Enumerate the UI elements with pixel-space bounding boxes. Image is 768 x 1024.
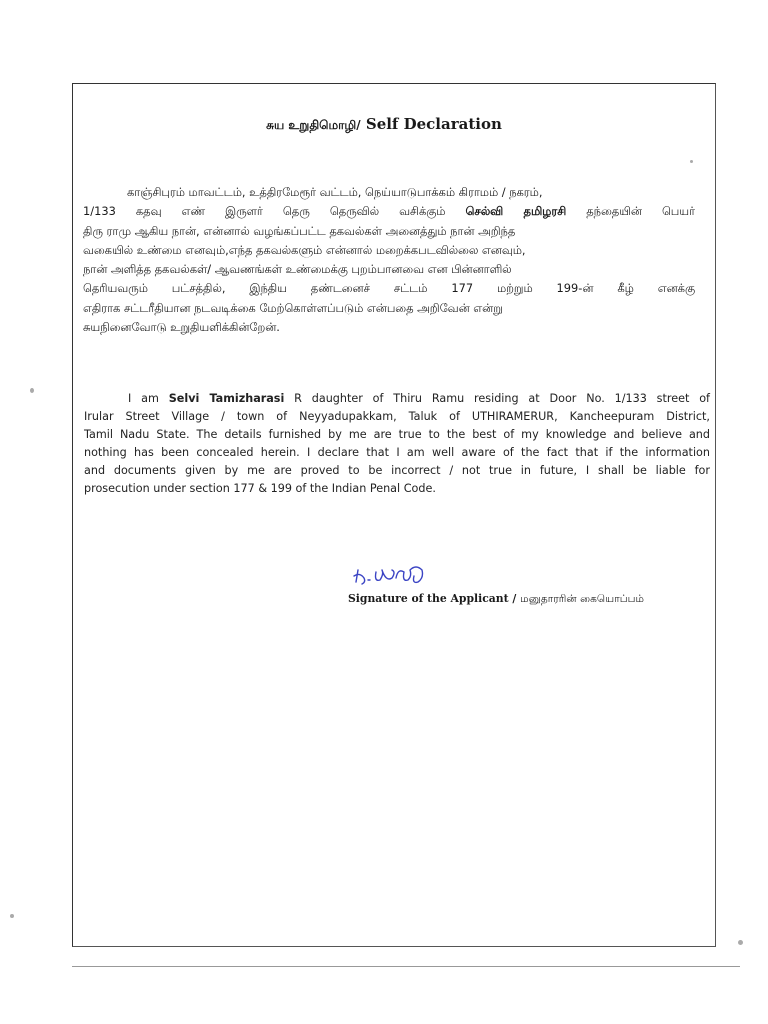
- tamil-line: சுயநினைவோடு உறுதியளிக்கின்றேன்.: [83, 320, 280, 335]
- title-english: Self Declaration: [365, 115, 502, 133]
- tamil-line: காஞ்சிபுரம் மாவட்டம், உத்திரமேரூர் வட்டம், நெய்யாடுபாக்கம் கிராமம் / நகரம்,: [127, 185, 543, 199]
- english-line: [84, 390, 710, 408]
- scan-speck: [690, 160, 693, 163]
- tamil-line: நான் அளித்த தகவல்கள்/ ஆவணங்கள் உண்மைக்கு புறம்பானவை என பின்னாளில்: [83, 262, 512, 277]
- tamil-line: வகையில் உண்மை எனவும்,எந்த தகவல்களும் என்னால் மறைக்கபடவில்லை எனவும்,: [83, 242, 526, 257]
- tamil-text: தந்தையின் பெயர்: [586, 204, 696, 219]
- scan-speck: [10, 914, 14, 918]
- tamil-text: 1/133 கதவு எண் இருளர் தெரு தெருவில் வசிக்கும்: [83, 204, 446, 219]
- scan-speck: [30, 388, 34, 393]
- tamil-line: [83, 202, 695, 221]
- english-line: and documents given by me are proved to be incorrect / not true in future, I shall be liable for: [84, 464, 710, 478]
- english-line: nothing has been concealed herein. I declare that I am well aware of the fact that if the information: [84, 446, 710, 460]
- english-declaration-paragraph: [84, 390, 710, 499]
- signature-caption-english: Signature of the Applicant /: [348, 592, 517, 605]
- applicant-name-english: Selvi Tamizharasi: [168, 392, 285, 405]
- english-text: I am: [128, 392, 159, 405]
- tamil-line: தெரியவரும் பட்சத்தில், இந்திய தண்டனைச் சட்டம் 177 மற்றும் 199-ன் கீழ் எனக்கு: [83, 281, 695, 296]
- tamil-line: எதிராக சட்டரீதியான நடவடிக்கை மேற்கொள்ளப்படும் என்பதை அறிவேன் என்று: [83, 300, 503, 315]
- bottom-divider: [72, 966, 740, 967]
- english-line: Tamil Nadu State. The details furnished by me are true to the best of my knowledge and believe and: [84, 428, 710, 442]
- scan-speck: [738, 940, 743, 945]
- signature-caption-tamil: மனுதாரரின் கையொப்பம்: [520, 593, 645, 605]
- title-tamil: சுய உறுதிமொழி/: [266, 118, 361, 132]
- english-line: prosecution under section 177 & 199 of the Indian Penal Code.: [84, 482, 436, 496]
- english-text: R daughter of Thiru Ramu residing at Door No. 1/133 street of: [294, 392, 711, 405]
- english-line: Irular Street Village / town of Neyyadupakkam, Taluk of UTHIRAMERUR, Kancheepuram District,: [84, 410, 710, 424]
- applicant-signature: [352, 560, 462, 592]
- signature-caption: [348, 592, 644, 606]
- applicant-name-tamil: செல்வி தமிழரசி: [465, 204, 567, 219]
- tamil-line: திரு ராமு ஆகிய நான், என்னால் வழங்கப்பட்ட தகவல்கள் அனைத்தும் நான் அறிந்த: [83, 223, 516, 238]
- page-title: [0, 115, 768, 134]
- tamil-declaration-paragraph: [83, 183, 695, 337]
